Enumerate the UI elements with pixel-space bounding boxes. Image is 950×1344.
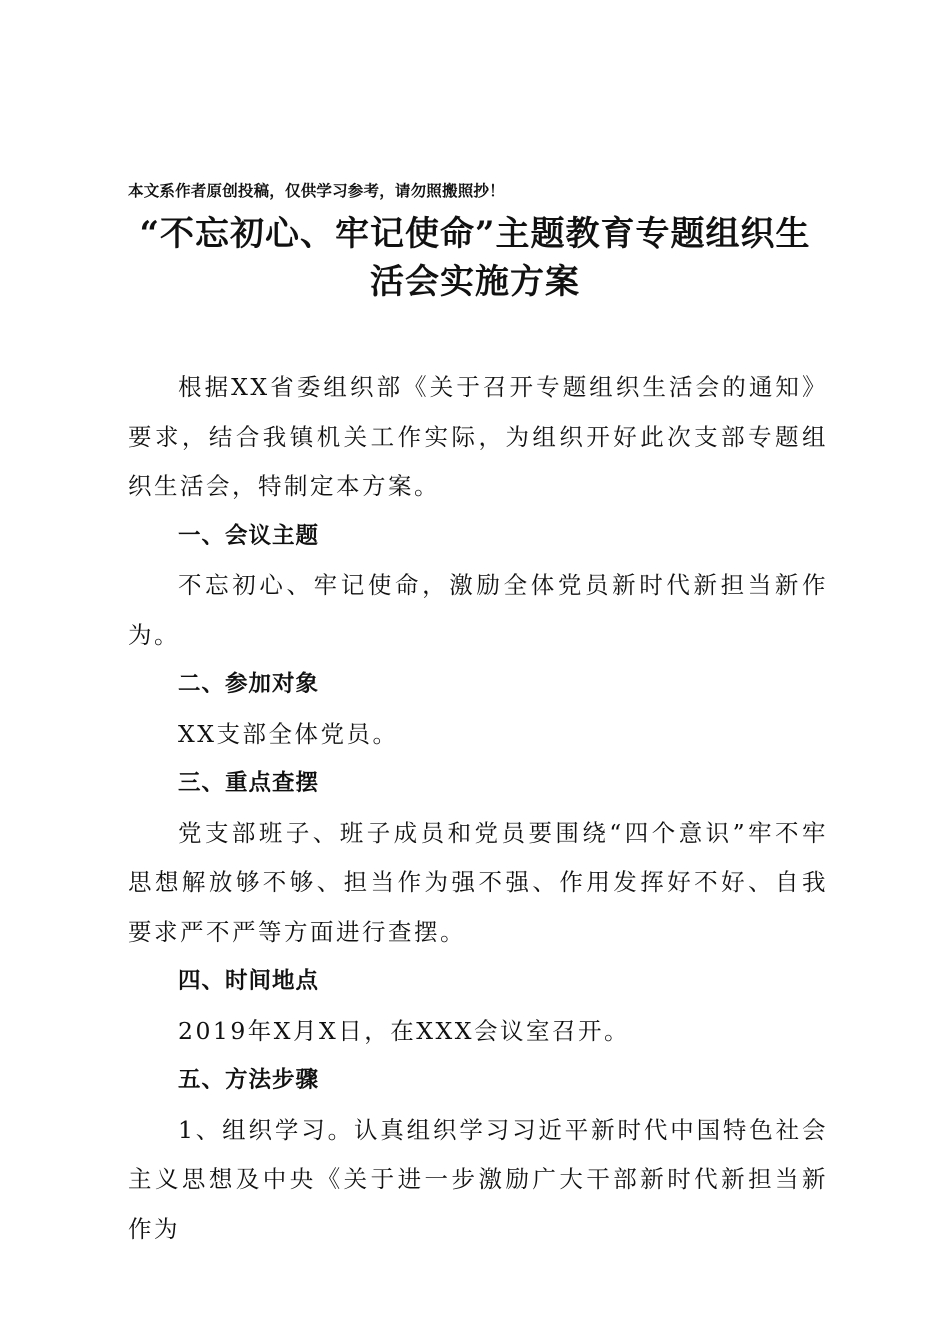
section-heading-focus: 三、重点查摆 bbox=[178, 770, 320, 796]
section-heading-participants: 二、参加对象 bbox=[178, 671, 320, 697]
section-text-focus: 党支部班子、班子成员和党员要围绕“四个意识”牢不牢思想解放够不够、担当作为强不强、作用发挥好不好、自我要求严不严等方面进行查摆。 bbox=[128, 818, 828, 946]
section-heading-time-place: 四、时间地点 bbox=[178, 968, 320, 994]
section-heading-topic: 一、会议主题 bbox=[178, 522, 320, 549]
document-title-line-2: 活会实施方案 bbox=[370, 262, 580, 302]
document-body bbox=[128, 363, 828, 1254]
section-text-time-place: 2019年X月X日，在XXX会议室召开。 bbox=[178, 1016, 630, 1045]
section-text-participants: XX支部全体党员。 bbox=[178, 719, 399, 748]
section-text-steps: 1、组织学习。认真组织学习习近平新时代中国特色社会主义思想及中央《关于进一步激励广大干部新时代新担当新作为 bbox=[128, 1115, 828, 1243]
section-text-topic: 不忘初心、牢记使命，激励全体党员新时代新担当新作为。 bbox=[128, 571, 828, 649]
intro-paragraph: 根据XX省委组织部《关于召开专题组织生活会的通知》要求，结合我镇机关工作实际，为组织开好此次支部专题组织生活会，特制定本方案。 bbox=[128, 373, 828, 500]
document-title-line-1: “不忘初心、牢记使命”主题教育专题组织生 bbox=[139, 214, 811, 254]
copyright-notice: 本文系作者原创投稿，仅供学习参考，请勿照搬照抄！ bbox=[128, 181, 505, 200]
section-heading-steps: 五、方法步骤 bbox=[178, 1067, 320, 1093]
